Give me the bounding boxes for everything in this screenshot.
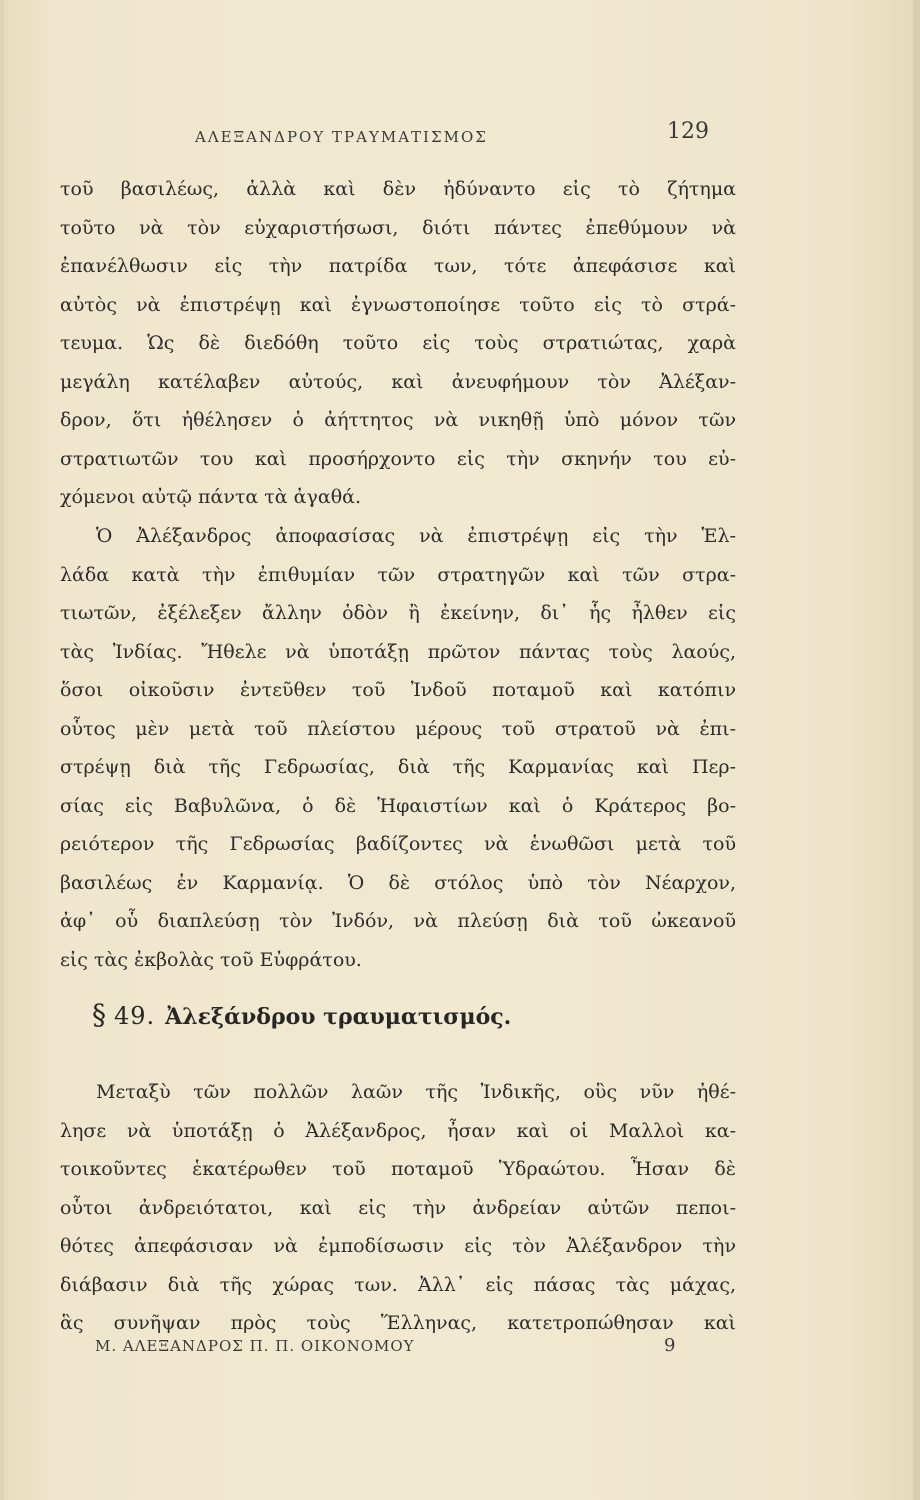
text-line: λάδα κατὰ τὴν ἐπιθυμίαν τῶν στρατηγῶν καὶ τῶν στρα- — [60, 563, 736, 586]
paragraph-3 — [60, 1073, 736, 1343]
text-line: σίας εἰς Βαβυλῶνα, ὁ δὲ Ἡφαιστίων καὶ ὁ Κράτερος βο- — [60, 794, 736, 817]
text-line: βασιλέως ἐν Καρμανίᾳ. Ὁ δὲ στόλος ὑπὸ τὸν Νέαρχον, — [60, 871, 736, 894]
section-number: 49. — [114, 1002, 156, 1030]
page-left-edge — [0, 0, 4, 1500]
text-line: Μεταξὺ τῶν πολλῶν λαῶν τῆς Ἰνδικῆς, οὓς νῦν ἠθέ- — [96, 1081, 736, 1103]
page-right-edge — [913, 0, 920, 1500]
text-line: μεγάλη κατέλαβεν αὐτούς, καὶ ἀνευφήμουν τὸν Ἀλέξαν- — [60, 370, 736, 393]
text-line: οὗτοι ἀνδρειότατοι, καὶ εἰς τὴν ἀνδρείαν αὐτῶν πεποι- — [60, 1196, 736, 1219]
running-head: ΑΛΕΞΑΝΔΡΟΥ ΤΡΑΥΜΑΤΙΣΜΟΣ — [195, 128, 488, 146]
paragraph-2 — [60, 517, 736, 979]
text-line: λησε νὰ ὑποτάξῃ ὁ Ἀλέξανδρος, ἦσαν καὶ οἱ Μαλλοὶ κα- — [60, 1119, 736, 1142]
text-line: τοῦ βασιλέως, ἀλλὰ καὶ δὲν ἠδύναντο εἰς τὸ ζήτημα — [60, 178, 736, 200]
signature-mark: 9 — [664, 1335, 676, 1356]
text-line: ἐπανέλθωσιν εἰς τὴν πατρίδα των, τότε ἀπεφάσισε καὶ — [60, 255, 736, 277]
section-sign: § — [92, 998, 106, 1031]
text-line: στρέψῃ διὰ τῆς Γεδρωσίας, διὰ τῆς Καρμανίας καὶ Περ- — [60, 756, 736, 778]
text-line: τιωτῶν, ἐξέλεξεν ἄλλην ὁδὸν ἢ ἐκείνην, δι᾽ ἧς ἦλθεν εἰς — [60, 602, 736, 624]
text-line: ἀφ᾽ οὗ διαπλεύσῃ τὸν Ἰνδόν, νὰ πλεύσῃ διὰ τοῦ ὠκεανοῦ — [60, 910, 736, 932]
text-line: τὰς Ἰνδίας. Ἤθελε νὰ ὑποτάξῃ πρῶτον πάντας τοὺς λαούς, — [60, 640, 736, 663]
text-line: αὐτὸς νὰ ἐπιστρέψῃ καὶ ἐγνωστοποίησε τοῦτο εἰς τὸ στρά- — [60, 293, 736, 316]
page-number: 129 — [667, 119, 709, 144]
text-line: διάβασιν διὰ τῆς χώρας των. Ἀλλ᾽ εἰς πάσας τὰς μάχας, — [60, 1273, 736, 1296]
section-title: Ἀλεξάνδρου τραυματισμός. — [165, 1004, 512, 1030]
text-line: τοικοῦντες ἑκατέρωθεν τοῦ ποταμοῦ Ὑδραώτου. Ἦσαν δὲ — [60, 1158, 736, 1180]
text-line: ὅσοι οἰκοῦσιν ἐντεῦθεν τοῦ Ἰνδοῦ ποταμοῦ καὶ κατόπιν — [60, 679, 736, 701]
text-line: ἃς συνῆψαν πρὸς τοὺς Ἕλληνας, κατετροπώθησαν καὶ — [60, 1312, 736, 1334]
text-line: τοῦτο νὰ τὸν εὐχαριστήσωσι, διότι πάντες ἐπεθύμουν νὰ — [60, 216, 736, 239]
paragraph-1 — [60, 170, 736, 517]
text-line: εἰς τὰς ἐκβολὰς τοῦ Εὐφράτου. — [60, 948, 362, 971]
text-line: θότες ἀπεφάσισαν νὰ ἐμποδίσωσιν εἰς τὸν Ἀλέξανδρον τὴν — [60, 1235, 736, 1257]
section-heading — [92, 998, 511, 1031]
footer-author-line: Μ. ΑΛΕΞΑΝΔΡΟΣ Π. Π. ΟΙΚΟΝΟΜΟΥ — [95, 1337, 415, 1355]
text-line: ρειότερον τῆς Γεδρωσίας βαδίζοντες νὰ ἑνωθῶσι μετὰ τοῦ — [60, 833, 736, 855]
text-line: χόμενοι αὐτῷ πάντα τὰ ἀγαθά. — [60, 486, 362, 508]
text-line: Ὁ Ἀλέξανδρος ἀποφασίσας νὰ ἐπιστρέψῃ εἰς τὴν Ἑλ- — [96, 525, 736, 547]
text-line: στρατιωτῶν του καὶ προσήρχοντο εἰς τὴν σκηνήν του εὐ- — [60, 447, 736, 470]
text-line: τευμα. Ὡς δὲ διεδόθη τοῦτο εἰς τοὺς στρατιώτας, χαρὰ — [60, 332, 736, 354]
text-line: οὗτος μὲν μετὰ τοῦ πλείστου μέρους τοῦ στρατοῦ νὰ ἐπι- — [60, 717, 736, 740]
text-line: δρον, ὅτι ἠθέλησεν ὁ ἀήττητος νὰ νικηθῇ ὑπὸ μόνον τῶν — [60, 409, 736, 431]
